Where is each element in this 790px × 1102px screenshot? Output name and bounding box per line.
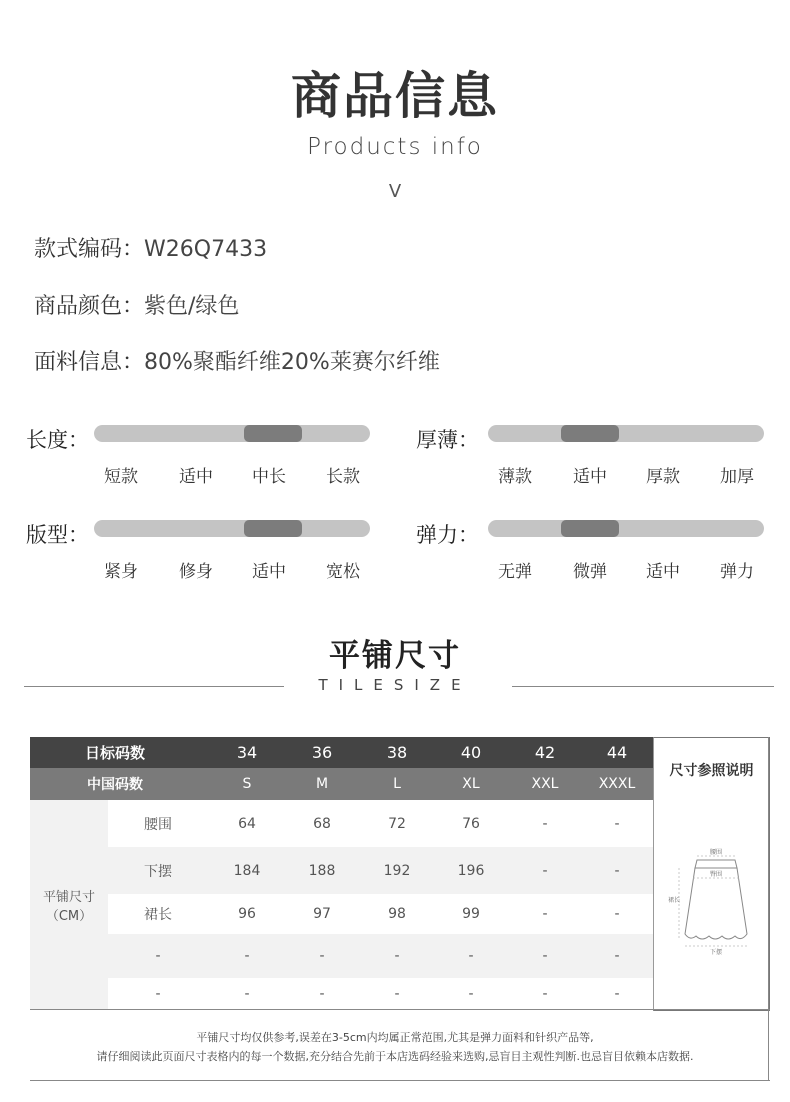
header-cell: XL [434,768,508,800]
diagram-label-length: 裙长 [668,897,681,904]
table-cell: 99 [462,906,480,922]
row-name: - [155,948,161,964]
scale-label-thickness: 厚薄： [416,428,479,452]
table-cell: 64 [238,815,256,832]
diagram-label-hem: 下摆 [709,949,723,956]
scale-option: 修身 [179,562,213,582]
scale-option: 长款 [326,467,360,487]
chevron-down-icon: V [388,181,402,202]
diagram-label-hip: 臀围 [709,871,723,878]
scale-option: 宽松 [326,562,360,582]
divider-right [512,686,774,687]
scale-option: 厚款 [646,467,680,487]
table-cell: 188 [308,862,336,879]
scale-label-elasticity: 弹力： [416,523,479,547]
header-cell: 38 [360,737,434,768]
scale-track-thickness [488,425,764,442]
header-cell: S [210,768,284,800]
group-label [30,800,108,1010]
table-cell: - [614,862,620,879]
table-cell: - [614,906,620,922]
scale-track-fit [94,520,370,537]
row-name: - [155,986,161,1002]
table-cell: - [614,948,620,964]
info-style-code [34,232,267,263]
scale-thumb-fit [244,520,302,537]
scale-option: 适中 [646,562,680,582]
table-cell: 96 [238,906,256,922]
scale-option: 微弹 [573,562,607,582]
header-cell: M [285,768,359,800]
table-cell: 98 [388,906,406,922]
header-cell: XXL [508,768,582,800]
note-line-2: 请仔细阅读此页面尺寸表格内的每一个数据,充分结合先前于本店选码经验来选购,忌盲目主观性判断.也忌盲目依赖本店数据. [96,1050,694,1063]
size-section-subtitle: TILESIZE [318,676,472,694]
table-cell: - [542,815,548,832]
size-reference-panel [653,737,770,1011]
header-cell: 42 [508,737,582,768]
page-subtitle: Products info [307,134,483,160]
group-label-line2: （CM） [45,909,93,924]
table-cell: - [394,948,400,964]
table-cell: - [244,948,250,964]
skirt-diagram-icon [667,846,759,964]
info-value: 80%聚酯纤维20%莱赛尔纤维 [144,350,440,375]
header-label: 日标码数 [30,737,200,768]
table-cell: 196 [457,862,485,879]
scale-track-elasticity [488,520,764,537]
scale-option: 短款 [104,467,138,487]
size-section-title: 平铺尺寸 [329,638,461,674]
row-name: 下摆 [144,863,172,880]
table-cell: - [468,948,474,964]
table-cell: - [468,986,474,1002]
table-cell: - [319,948,325,964]
scale-thumb-elasticity [561,520,619,537]
scale-label-length: 长度： [26,428,89,452]
header-cell: 34 [210,737,284,768]
info-fabric [34,345,440,376]
table-cell: - [542,986,548,1002]
table-cell: 72 [388,815,406,832]
table-bottom-border [30,1080,770,1081]
table-cell: 97 [313,906,331,922]
table-cell: 68 [313,815,331,832]
header-cell: 36 [285,737,359,768]
info-value: 紫色/绿色 [144,294,240,319]
header-cell: 44 [581,737,653,768]
scale-option: 无弹 [498,562,532,582]
header-cell: 40 [434,737,508,768]
table-cell: 76 [462,815,480,832]
table-cell: - [614,815,620,832]
scale-option: 薄款 [498,467,532,487]
size-reference-title: 尺寸参照说明 [669,763,754,779]
table-cell: - [614,986,620,1002]
scale-option: 紧身 [104,562,138,582]
table-cell: - [542,906,548,922]
row-name: 腰围 [144,816,172,833]
group-label-line1: 平铺尺寸 [42,890,95,905]
scale-option: 弹力 [720,562,754,582]
scale-option: 适中 [573,467,607,487]
table-cell: - [244,986,250,1002]
scale-thumb-thickness [561,425,619,442]
table-cell: - [542,948,548,964]
table-cell: - [319,986,325,1002]
header-cell: XXXL [581,768,653,800]
scale-option: 中长 [252,467,286,487]
scale-option: 加厚 [720,467,754,487]
table-cell: - [394,986,400,1002]
info-label: 款式编码： [34,237,145,262]
table-cell: 192 [383,862,411,879]
header-label: 中国码数 [30,768,200,800]
scale-thumb-length [244,425,302,442]
info-label: 面料信息： [34,350,145,375]
diagram-label-waist: 腰围 [709,849,723,856]
table-cell: - [542,862,548,879]
scale-track-length [94,425,370,442]
scale-label-fit: 版型： [26,523,89,547]
note-line-1: 平铺尺寸均仅供参考,误差在3-5cm内均属正常范围,尤其是弹力面料和针织产品等, [196,1031,594,1044]
table-divider [30,1009,770,1010]
info-label: 商品颜色： [34,294,145,319]
info-color [34,289,239,320]
scale-option: 适中 [252,562,286,582]
table-cell: 184 [233,862,261,879]
info-value: W26Q7433 [144,237,268,262]
row-name: 裙长 [144,907,172,923]
page-title: 商品信息 [291,67,499,125]
scale-option: 适中 [179,467,213,487]
header-cell: L [360,768,434,800]
